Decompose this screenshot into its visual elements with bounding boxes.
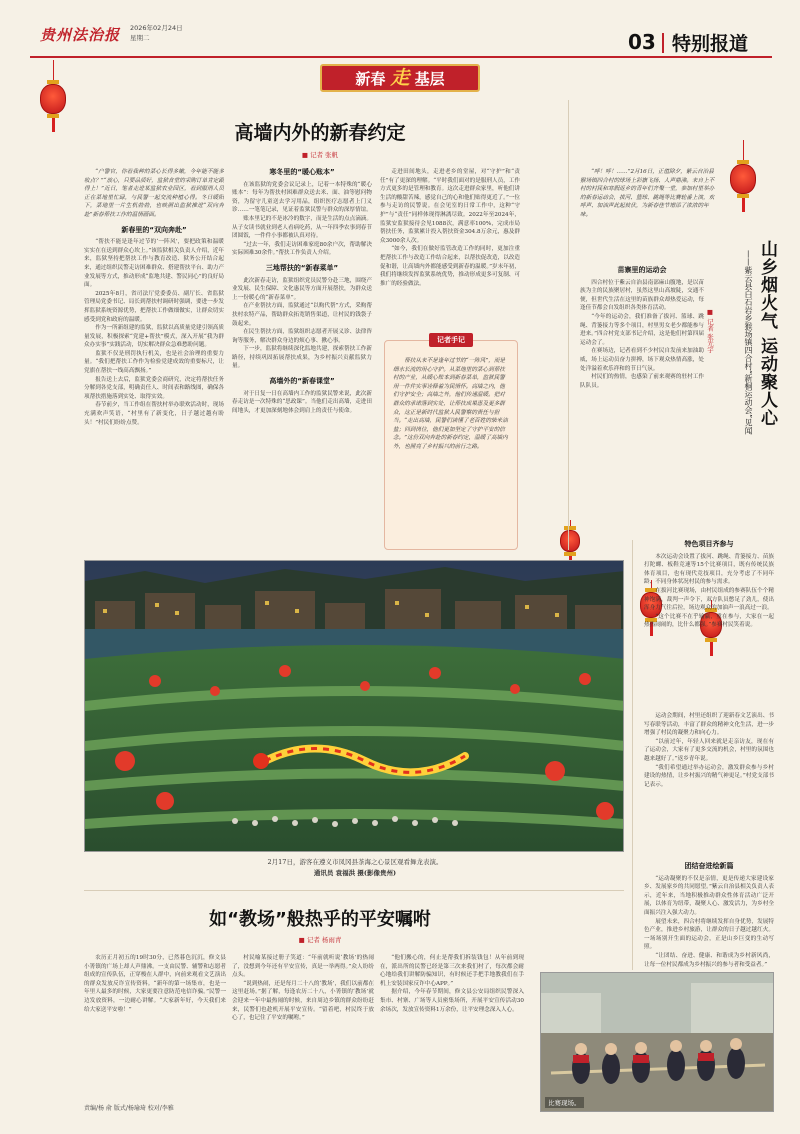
issue-date: 2026年02月24日 [130, 24, 183, 32]
paragraph: 在赛场边，记者看到不少村民自发前来加油助威，场上运动员奋力拼搏，场下观众热情高涨，处处洋溢着欢乐祥和的节日气氛。 [580, 348, 704, 372]
article-1-subhead: 高墙外的“新春课堂” [269, 377, 335, 386]
paragraph: 春节前夕，当工作组在帮扶村举办联欢活动时，现场充满欢声笑语，“村里有了新变化，日子越过越有盼头！”村民们纷纷点赞。 [84, 402, 224, 426]
paragraph: 村民喻某接过册子笑道：“年前就听说‘教场’的热闹了，没想到今年还有平安宣传，真是一举两得。”众人纷纷点头。 [232, 955, 374, 979]
paragraph: 此次新春走访，监狱组织党员民警分赴三地，围绕产业发展、民生保障、文化惠民等方面开展帮扶，为群众送上一份暖心的“新春菜单”。 [232, 277, 372, 301]
paragraph: 四合村位于紫云自治县南部麻山腹地，是以苗族为主的民族聚居村，虽然这里山高坡陡，交通不便，但世代生活在这里的苗族群众却热爱运动，每逢佳节都会自发组织各类体育活动。 [580, 279, 704, 312]
paragraph: 下一步，监狱将继续深化监地共建，探索帮扶工作新路径，持续巩固拓展帮扶成果，为乡村振兴贡献监狱力量。 [232, 346, 372, 370]
paragraph: 在该监狱的党委会议记录上，记着一本特殊的“暖心账本”：每年为帮扶村困难群众送去米、面、油等慰问物资，为留守儿童送去学习用品，组织医疗志愿者上门义诊……一笔笔记录，见证着监狱民警与群众的深厚情谊。 [232, 181, 372, 214]
paragraph: “今年的运动会，我们准备了拔河、篮球、跳绳、背篓接力等多个项目，村里男女老少都能参与进来。”四合村党支部书记介绍，这是他们村第四届运动会了。 [580, 313, 704, 346]
editor-credits: 责编/杨 俞 版式/杨瑜琦 校对/李雅 [84, 1105, 174, 1112]
paragraph: “让团结、奋进、健康、和谐成为乡村新风尚，让每一位村民都成为乡村振兴的参与者和受益者。” [644, 952, 774, 968]
festival-photo-credit: 通讯员 袁福洪 摄(影像贵州) [313, 869, 397, 877]
banner-right: 基层 [414, 70, 445, 88]
lantern-icon [40, 60, 66, 132]
page-divider [662, 33, 664, 53]
article-1-byline: ■ 记者 张帆 [301, 151, 339, 159]
section-rule [84, 890, 624, 891]
column-rule [568, 100, 569, 550]
newspaper-logo: 贵州法治报 [40, 26, 121, 44]
paragraph: 作为一所新组建的监狱，监狱以高质量党建引领高质量发展，积极探索“党建+帮扶”模式，深入开展“我为群众办实事”实践活动，切实解决群众急难愁盼问题。 [84, 325, 224, 349]
article-3-intro: “呼！呼！……”2月16日，正值除夕，紫云自治县猴场镇四合村的球场上彩旗飞扬、人声鼎沸。来自上不村的村民和寒假返乡的青年们齐聚一堂，参加村里举办的新春运动会，拔河、篮球、跳绳等比赛轮番上演，欢呼声、加油声此起彼伏，为新春佳节增添了浓浓的年味。 [580, 169, 715, 218]
tug-of-war-scene [541, 973, 774, 1112]
paragraph: 对于日复一日在高墙内工作的监狱民警来说，此次新春走访是一次特殊的“思政课”。当他们走出高墙，走进田间地头，才更加深刻地体会到肩上的责任与使命。 [232, 390, 372, 414]
paragraph: 据介绍，今年春节期间，修文县公安局组织民警深入集市、村寨、广场等人员密集场所，开展平安宣传活动30余场次，发放宣传资料1万余份，让平安理念深入人心。 [380, 989, 524, 1013]
masthead-rule [30, 56, 772, 58]
article-3-subtitle: ——紫云县白石岩乡猴场镇四合村“新桐运动会”见闻 [744, 250, 753, 435]
section-banner [320, 64, 480, 92]
article-3-headline: 山乡烟火气 运动聚人心 [757, 240, 777, 427]
paragraph: “这个比赛不在乎输赢，重在参与，大家在一起热热闹闹的，比什么都强。”参赛村民笑着说。 [644, 613, 774, 629]
paragraph: “如今，我们在做好监管改造工作的同时，更加注重把帮扶工作与改造工作结合起来，以帮扶促改造，以改造促和谐，让高墙内外都能感受到新春的温暖。”岁末年初，我们将继续发挥监狱系统优势，推动形成更多可复制、可推广的经验做法。 [380, 246, 520, 287]
paragraph: “运动凝聚的不仅是亲情，更是传递大家建设家乡、发展家乡的共同愿望。”紫云自治县相关负责人表示，近年来，当地积极推动群众性体育活动广泛开展，以体育为纽带，凝聚人心、激发活力，为乡村全面振兴注入强大动力。 [644, 875, 774, 916]
paragraph: “过去一年，我们走访困难家庭80余户次，帮助解决实际困难30余件。”帮扶工作负责人介绍。 [232, 241, 372, 257]
article-3-subhead: 团结奋进绘新篇 [684, 862, 734, 870]
article-1-subhead: 三地帮扶的“新春菜单” [265, 263, 339, 272]
article-3-col-b [644, 540, 774, 710]
festival-photo [84, 560, 624, 852]
section-title: 特别报道 [672, 33, 749, 55]
paragraph: “他们搬心的，何止是帮我们拆装钱包！从年前到现在，派出所的民警已经是第三次来我们村了，每次都会耐心地给我们讲解防骗知识，有时候还手把手地教我们在手机上安装国家反诈中心APP。” [380, 955, 524, 987]
tug-of-war-photo [540, 972, 774, 1112]
reporter-note-title: 记者手记 [429, 333, 473, 347]
article-2-col-2 [232, 954, 374, 1104]
article-1-col-1 [84, 168, 224, 548]
lantern-icon [730, 140, 756, 212]
article-1-col-2 [232, 168, 372, 548]
paragraph: 本次运动会设置了拔河、跳绳、背篓接力、苗族打陀螺、板鞋竞速等15个比赛项目，既有传统民族体育项目，也有现代竞技项目，充分考虑了不同年龄、不同身体状况村民的参与需求。 [644, 553, 774, 586]
article-3-col-d [644, 862, 774, 968]
paragraph: 2025年8月，省司法厅党委委员、副厅长、省监狱管理局党委书记、局长到帮扶村调研时强调，要进一步发挥监狱系统资源优势，把帮扶工作做细做实，让群众切实感受到党和政府的温暖。 [84, 290, 224, 323]
tug-of-war-caption: 比赛现场。 [545, 1097, 584, 1108]
festival-photo-caption: 2月17日，游客在遵义市凤冈县茶海之心景区观看舞龙表演。 [267, 858, 443, 866]
paragraph: 报告送上去后，监狱党委会商研究，决定将帮扶任务分解到各党支部，明确责任人、时间表和路线图，确保各项帮扶措施落到实处、取得实效。 [84, 376, 224, 400]
article-1-title: 高墙内外的新春约定 [234, 122, 406, 144]
article-1-subhead: 寒冬里的“暖心账本” [269, 168, 335, 176]
article-2-col-3 [380, 954, 524, 1104]
article-2-byline: ■ 记者 杨雨青 [298, 936, 342, 944]
article-1-lead: “户警官，你看我种的菜心长得多嫩，今年能不能多收点？”“放心，只要品质好，监狱食堂的采购订单肯定跟得上！”近日，笔者走进某监狱农业园区，看到服刑人员正在菜地里忙碌，与民警一起交流种植心得。冬日暖阳下，菜地里一片生机勃勃，也映照出监狱推进“双向奔赴”新春帮扶工作的温情画面。 [84, 169, 224, 218]
paragraph: 展望未来，四合村将继续发挥自身优势，发展特色产业，推进乡村旅游，让群众的日子越过越红火。一场场别开生面的运动会，正是山乡巨变的生动写照。 [644, 918, 774, 951]
paragraph: 运动会期间，村里还组织了迎新春文艺演出、书写春联等活动，丰富了群众的精神文化生活，进一步增强了村民的凝聚力和向心力。 [644, 713, 774, 737]
paragraph: 在拔河比赛现场，由村民组成的参赛队伍个个精神饱满，裁判一声令下，双方队员憋足了劲儿，使出浑身力气往后拉，场边观众的加油声一浪高过一浪。 [644, 587, 774, 612]
article-3-title [730, 240, 780, 540]
reporter-note-text: 帮扶从来不是逢年过节的“一阵风”，而是细水长流的用心守护。从菜地里的菜心到帮扶村的产业，从暖心账本到新春菜单，监狱民警用一件件实事诠释着为民情怀。高墙之内，他们守护安全；高墙之外，他们传递温暖。把对群众的承诺落到实处，让帮扶成果惠及更多群众，这正是新时代监狱人民警察的责任与担当。“走出高墙，民警们读懂了老百姓的柴米油盐；回到岗位，他们更加坚定了守护平安的信念。”这份双向奔赴的新春约定，温暖了高墙内外，也照亮了乡村振兴的前行之路。 [393, 358, 508, 450]
article-3-col-c [644, 712, 774, 852]
reporter-note-box [384, 336, 518, 550]
paragraph: “说到热闹，还是每月二十八的‘教场’，我们以前都在这里赶场。”据了解，每逢农历二十八，小箐镇的‘教场’就会迎来一年中最热闹的时候，来自周边乡镇的群众纷纷赶来，民警们也趁机开展平安宣传。“留着吧，村民终于放心了，也记住了平安的嘱咐。” [232, 980, 374, 1022]
banner-left: 新春 [355, 70, 386, 88]
article-3-subhead: 特色项目齐参与 [684, 540, 734, 548]
article-3-byline: ■ 记者 张光宇 [706, 308, 714, 353]
paragraph: “我们希望通过举办运动会，激发群众参与乡村建设的热情，让乡村振兴的精气神更足。”村党支部书记表示。 [644, 764, 774, 788]
paragraph: 监狱不仅是刑罚执行机关，也是社会治理的重要力量。“我们把帮扶工作作为检验党建成效的重要标尺，让党旗在帮扶一线高高飘扬。” [84, 350, 224, 375]
paragraph: 农历正月初五的19时30分，已然暮色沉沉，修文县小箐镇的广场上却人声鼎沸。一支由民警、辅警和志愿者组成的宣传队伍，正穿梭在人群中，向前来观看文艺演出的群众发放反诈宣传资料。“新年的第一场集市，也是一年里人最多的时候，大家更要注意防范电信诈骗。”民警一边发放资料，一边耐心讲解。“大家新年好，今天我们来给大家送平安啦！” [84, 955, 226, 1013]
festival-scene [85, 561, 624, 852]
article-1-col-3 [380, 168, 520, 338]
paragraph: 账本里记的不是冰冷的数字，而是生活的点点滴滴。从子女读书就业到老人看病吃药，从一年四季农事到春节团圆饭，一件件小事都被认真对待。 [232, 215, 372, 240]
page-number: 03 [628, 30, 656, 54]
paragraph: 在民生帮扶方面，监狱组织志愿者开展义诊、法律咨询等服务，解决群众身边的烦心事、揪心事。 [232, 329, 372, 344]
banner-mid: 走 [390, 67, 410, 89]
paragraph: 村民们的热情，也感染了前来观赛的驻村工作队队员。 [580, 374, 704, 389]
issue-weekday: 星期二 [130, 34, 150, 42]
paragraph: 在产业帮扶方面，监狱通过“以购代帮”方式，采购帮扶村农特产品，帮助群众拓宽销售渠道，让村民的钱袋子鼓起来。 [232, 303, 372, 327]
article-2-title: 如“教场”般热乎的平安嘱咐 [209, 909, 431, 930]
paragraph: “帮扶不能是逢年过节的‘一阵风’，要把政策和温暖实实在在送到群众心坎上。”该监狱相关负责人介绍，近年来，监狱坚持把帮扶工作与教育改造、狱务公开结合起来，通过组织民警走访困难群众、搭建帮扶平台、助力产业发展等方式，推动形成“监地共建、警民同心”的良好局面。 [84, 239, 224, 289]
paragraph: 走进田间地头，走进老乡的堂屋，对“守护”和“责任”有了更深的理解。“平时我们面对的是服刑人员，工作方式更多的是管理和教育。这次走进群众家里，听他们讲生活的酸甜苦辣，感觉自己的心和他们贴得更近了。”一位参与走访的民警说。在会见室的日常工作中，这种“守护”与“责任”同样体现得淋漓尽致。2022年至2024年，监狱安监狱接待会见1088次，满意率100%，完成市局帮扶任务，监狱累计投入帮扶资金304.8万余元，惠及群众3000余人次。 [380, 169, 520, 244]
article-3-subhead: 苗寨里的运动会 [617, 266, 667, 274]
paragraph: “以前过年，年轻人回来就是走亲访友，现在有了运动会，大家有了更多交流的机会，村里的氛围也越来越好了。”返乡青年说。 [644, 738, 774, 762]
article-3-col-a [580, 264, 704, 534]
article-1-subhead: 新春里的“双向奔赴” [121, 225, 187, 234]
article-2-col-1 [84, 954, 226, 1094]
masthead [0, 0, 800, 55]
column-rule [632, 540, 633, 970]
